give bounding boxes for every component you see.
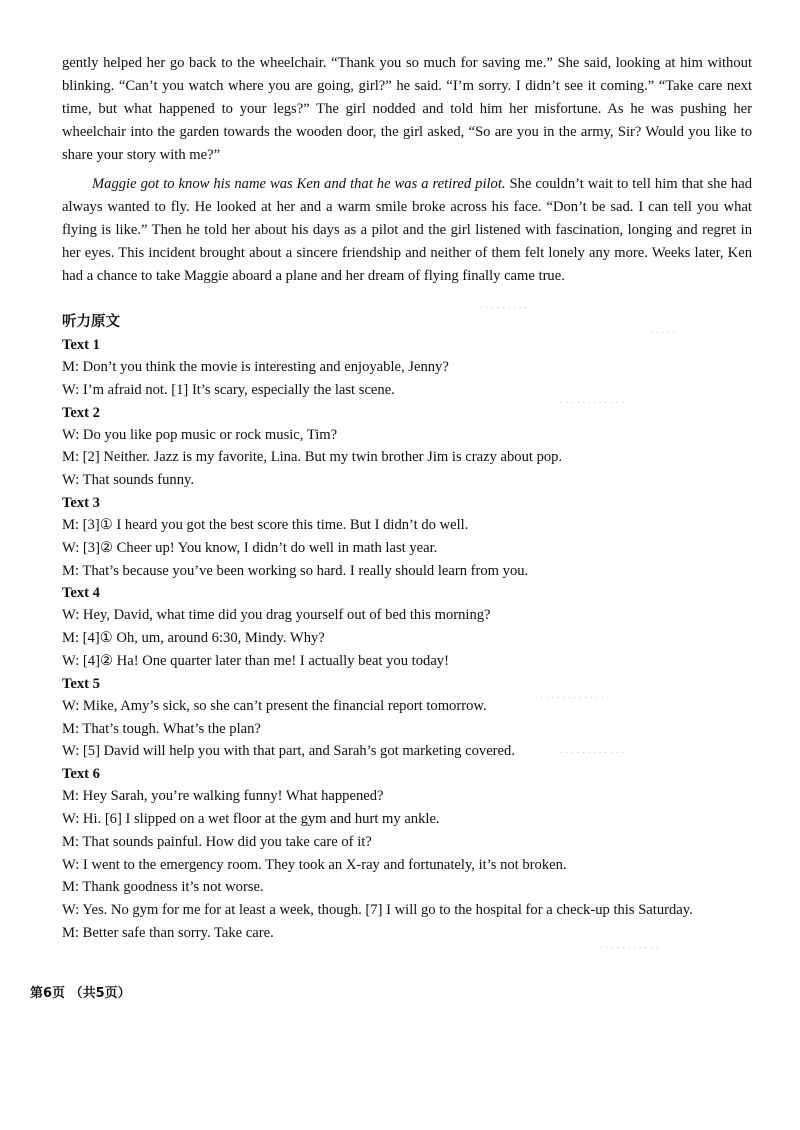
- dialogue-line: W: Yes. No gym for me for at least a week, though. [7] I will go to the hospital for a check-up this Saturday.: [62, 902, 693, 919]
- dialogue-line: W: [5] David will help you with that part, and Sarah’s got marketing covered.: [62, 743, 515, 760]
- bleed-through-mark: . . . . . . . . . . . .: [560, 745, 624, 756]
- dialogue-line: W: That sounds funny.: [62, 472, 195, 489]
- dialogue-line: W: Hi. [6] I slipped on a wet floor at the gym and hurt my ankle.: [62, 810, 440, 827]
- story-paragraph-2: [62, 173, 752, 288]
- document-page: [62, 52, 752, 945]
- dialogue-line: M: Better safe than sorry. Take care.: [62, 924, 274, 941]
- dialogue-line: W: Mike, Amy’s sick, so she can’t present the financial report tomorrow.: [62, 697, 487, 714]
- story-paragraph-2-text: She couldn’t wait to tell him that she had always wanted to fly. He looked at her and a warm smile broke across his face. “Don’t be sad. I can tell you what flying is like.” Then he told her about his days as a pilot and the girl listened with fascination, longing and regret in her eyes. This incident brought about a sincere friendship and neither of them felt lonely any more. Weeks later, Ken had a chance to take Maggie aboard a plane and her dream of flying finally came true.: [62, 176, 752, 284]
- story-italic-sentence: Maggie got to know his name was Ken and that he was a retired pilot.: [92, 176, 506, 192]
- bleed-through-mark: . . . . . . . . . . .: [600, 940, 659, 951]
- text-label: Text 4: [62, 585, 100, 602]
- dialogue-line: W: [3]② Cheer up! You know, I didn’t do well in math last year.: [62, 539, 438, 556]
- text-label: Text 5: [62, 675, 100, 692]
- dialogue-line: M: Thank goodness it’s not worse.: [62, 879, 264, 896]
- bleed-through-mark: . . . . . . . . . . . . .: [540, 690, 610, 701]
- dialogue-line: M: Don’t you think the movie is interesting and enjoyable, Jenny?: [62, 359, 449, 375]
- dialogue-line: W: Hey, David, what time did you drag yourself out of bed this morning?: [62, 607, 491, 624]
- dialogue-line: W: Do you like pop music or rock music, Tim?: [62, 426, 338, 443]
- text-label: Text 2: [62, 404, 100, 421]
- dialogue-line: M: [3]① I heard you got the best score this time. But I didn’t do well.: [62, 516, 469, 533]
- text-label: Text 1: [62, 337, 100, 353]
- dialogue-line: M: That’s tough. What’s the plan?: [62, 720, 261, 737]
- dialogue-line: W: I’m afraid not. [1] It’s scary, especially the last scene.: [62, 381, 395, 398]
- dialogue-line: W: [4]② Ha! One quarter later than me! I actually beat you today!: [62, 652, 449, 669]
- bleed-through-mark: . . . . . . . . . . . .: [560, 395, 624, 406]
- listening-section-title: 听力原文: [62, 314, 120, 330]
- dialogue-line: M: That’s because you’ve been working so hard. I really should learn from you.: [62, 562, 529, 579]
- dialogue-line: M: [4]① Oh, um, around 6:30, Mindy. Why?: [62, 630, 325, 647]
- text-label: Text 3: [62, 494, 100, 511]
- bleed-through-mark: . . . . . . . . .: [480, 300, 528, 311]
- bleed-through-mark: . . . . .: [650, 325, 676, 336]
- page-footer: 第6页 （共5页）: [30, 986, 131, 1001]
- story-paragraph-1: gently helped her go back to the wheelchair. “Thank you so much for saving me.” She said, looking at him without blinking. “Can’t you watch where you are going, girl?” he said. “I’m sorry. I didn’t see it coming.” “Take care next time, but what happened to your legs?” The girl nodded and told him her misfortune. As he was pushing her wheelchair into the garden towards the wooden door, the girl asked, “So are you in the army, Sir? Would you like to share your story with me?”: [62, 55, 752, 163]
- dialogue-line: W: I went to the emergency room. They took an X-ray and fortunately, it’s not broken.: [62, 856, 567, 873]
- dialogue-line: M: Hey Sarah, you’re walking funny! What happened?: [62, 788, 384, 805]
- dialogue-line: M: [2] Neither. Jazz is my favorite, Lina. But my twin brother Jim is crazy about pop.: [62, 449, 563, 466]
- dialogue-line: M: That sounds painful. How did you take care of it?: [62, 833, 372, 850]
- listening-transcripts: [62, 334, 752, 945]
- text-label: Text 6: [62, 766, 100, 783]
